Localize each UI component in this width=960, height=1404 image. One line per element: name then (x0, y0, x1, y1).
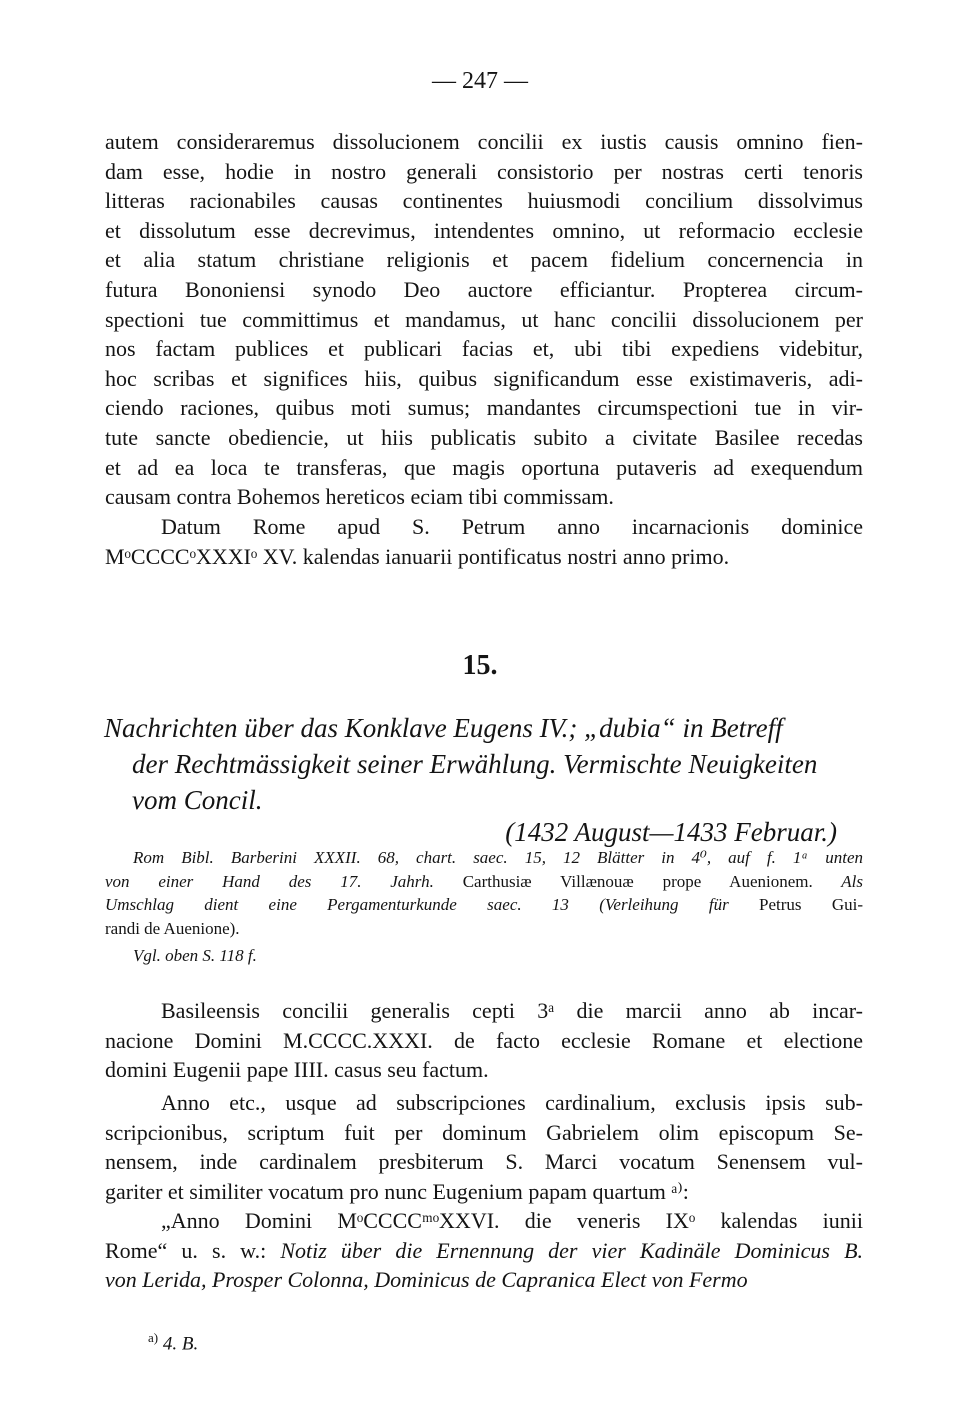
body-paragraph-1 (105, 127, 863, 512)
source-line-part: Umschlag dient eine Pergamenturkunde saec. 13 (Verleihung für (105, 895, 729, 914)
text-line: tute sancte obediencie, ut hiis publicatis subito a civitate Basilee recedas (105, 424, 863, 450)
source-line-part: von einer Hand des 17. Jahrh. (105, 871, 434, 891)
text-line: et ad ea loca te transferas, que magis oportuna putaveris ad exequendum (105, 454, 863, 480)
text-line: futura Bononiensi synodo Deo auctore efficiantur. Propterea circum- (105, 276, 863, 302)
source-line (105, 893, 863, 917)
text-line: von Lerida, Prosper Colonna, Dominicus de Capranica Elect von Fermo (105, 1267, 748, 1293)
footnote-text: 4. B. (162, 1333, 199, 1355)
text-line: nensem, inde cardinalem presbiterum S. Marci vocatum Senensem vul- (105, 1149, 863, 1175)
body-paragraph-3 (105, 996, 863, 1085)
text-line: Datum Rome apud S. Petrum anno incarnacionis dominice (161, 514, 863, 539)
source-note (105, 846, 863, 968)
text-line: litteras racionabiles causas continentes huiusmodi concilium dissolvimus (105, 188, 863, 214)
section-number: 15. (462, 650, 498, 681)
source-line (105, 870, 863, 894)
source-line: Rom Bibl. Barberini XXXII. 68, chart. saec. 15, 12 Blätter in 4⁰, auf f. 1ᵃ unten (133, 848, 863, 867)
text-line: gariter et similiter vocatum pro nunc Eugenium papam quartum ᵃ⁾: (105, 1178, 689, 1204)
text-line-part: Notiz über die Ernennung der vier Kadinäle Dominicus B. (280, 1237, 864, 1263)
heading-line: vom Concil. (132, 785, 263, 815)
body-paragraph-2 (105, 512, 863, 571)
text-line: hoc scribas et significes hiis, quibus significandum esse existimaveris, adi- (105, 365, 863, 391)
text-line: MᵒCCCCᵒXXXIᵒ XV. kalendas ianuarii pontificatus nostri anno primo. (105, 543, 730, 569)
text-line: autem consideraremus dissolucionem concilii ex iustis causis omnino fien- (105, 129, 863, 154)
text-line: nacione Domini M.CCCC.XXXI. de facto ecclesie Romane et electione (105, 1027, 863, 1053)
text-line: nos factam publices et publicari facias et, ubi tibi expediens videbitur, (105, 336, 863, 362)
text-line: et alia statum christiane religionis et pacem fidelium concernencia in (105, 247, 863, 273)
heading-date: (1432 August—1433 Februar.) (505, 817, 837, 847)
text-line: dam esse, hodie in nostro generali consistorio per nostras certi tenoris (105, 158, 863, 184)
text-line (105, 1236, 863, 1266)
source-line-part: Als (841, 871, 863, 891)
text-line: Basileensis concilii generalis cepti 3ᵃ die marcii anno ab incar- (161, 998, 863, 1023)
text-line: „Anno Domini MᵒCCCCᵐᵒXXVI. die veneris IXᵒ kalendas iunii (161, 1208, 863, 1233)
text-line-part: Rome“ u. s. w.: (105, 1237, 267, 1263)
text-line: ciendo raciones, quibus moti sumus; mandantes circumspectioni tue in vir- (105, 395, 863, 421)
cross-reference: Vgl. oben S. 118 f. (133, 946, 257, 965)
text-line: et dissolutum esse decrevimus, intendentes omnino, ut reformacio ecclesie (105, 217, 863, 243)
text-line: spectioni tue committimus et mandamus, ut hanc concilii dissolucionem per (105, 306, 863, 332)
page-number: — 247 — (432, 68, 528, 94)
heading-line: der Rechtmässigkeit seiner Erwählung. Vermischte Neuigkeiten (132, 749, 818, 779)
text-line: Anno etc., usque ad subscripciones cardinalium, exclusis ipsis sub- (161, 1090, 863, 1115)
footnote-mark: a) (148, 1330, 159, 1345)
source-line-part: Carthusiæ Villænouæ prope Auenionem. (462, 871, 813, 891)
body-paragraph-5 (105, 1206, 863, 1295)
heading-line: Nachrichten über das Konklave Eugens IV.; „dubia“ in Betreff (104, 713, 783, 743)
text-line: scripcionibus, scriptum fuit per dominum Gabrielem olim episcopum Se- (105, 1119, 863, 1145)
source-line-part: Petrus Gui- (759, 895, 863, 914)
text-line: causam contra Bohemos hereticos eciam tibi commissam. (105, 484, 614, 510)
body-paragraph-4 (105, 1088, 863, 1206)
section-heading (104, 710, 867, 850)
source-line: randi de Auenione). (105, 918, 240, 938)
footnote (148, 1330, 198, 1355)
text-line: domini Eugenii pape IIII. casus seu factum. (105, 1057, 489, 1083)
